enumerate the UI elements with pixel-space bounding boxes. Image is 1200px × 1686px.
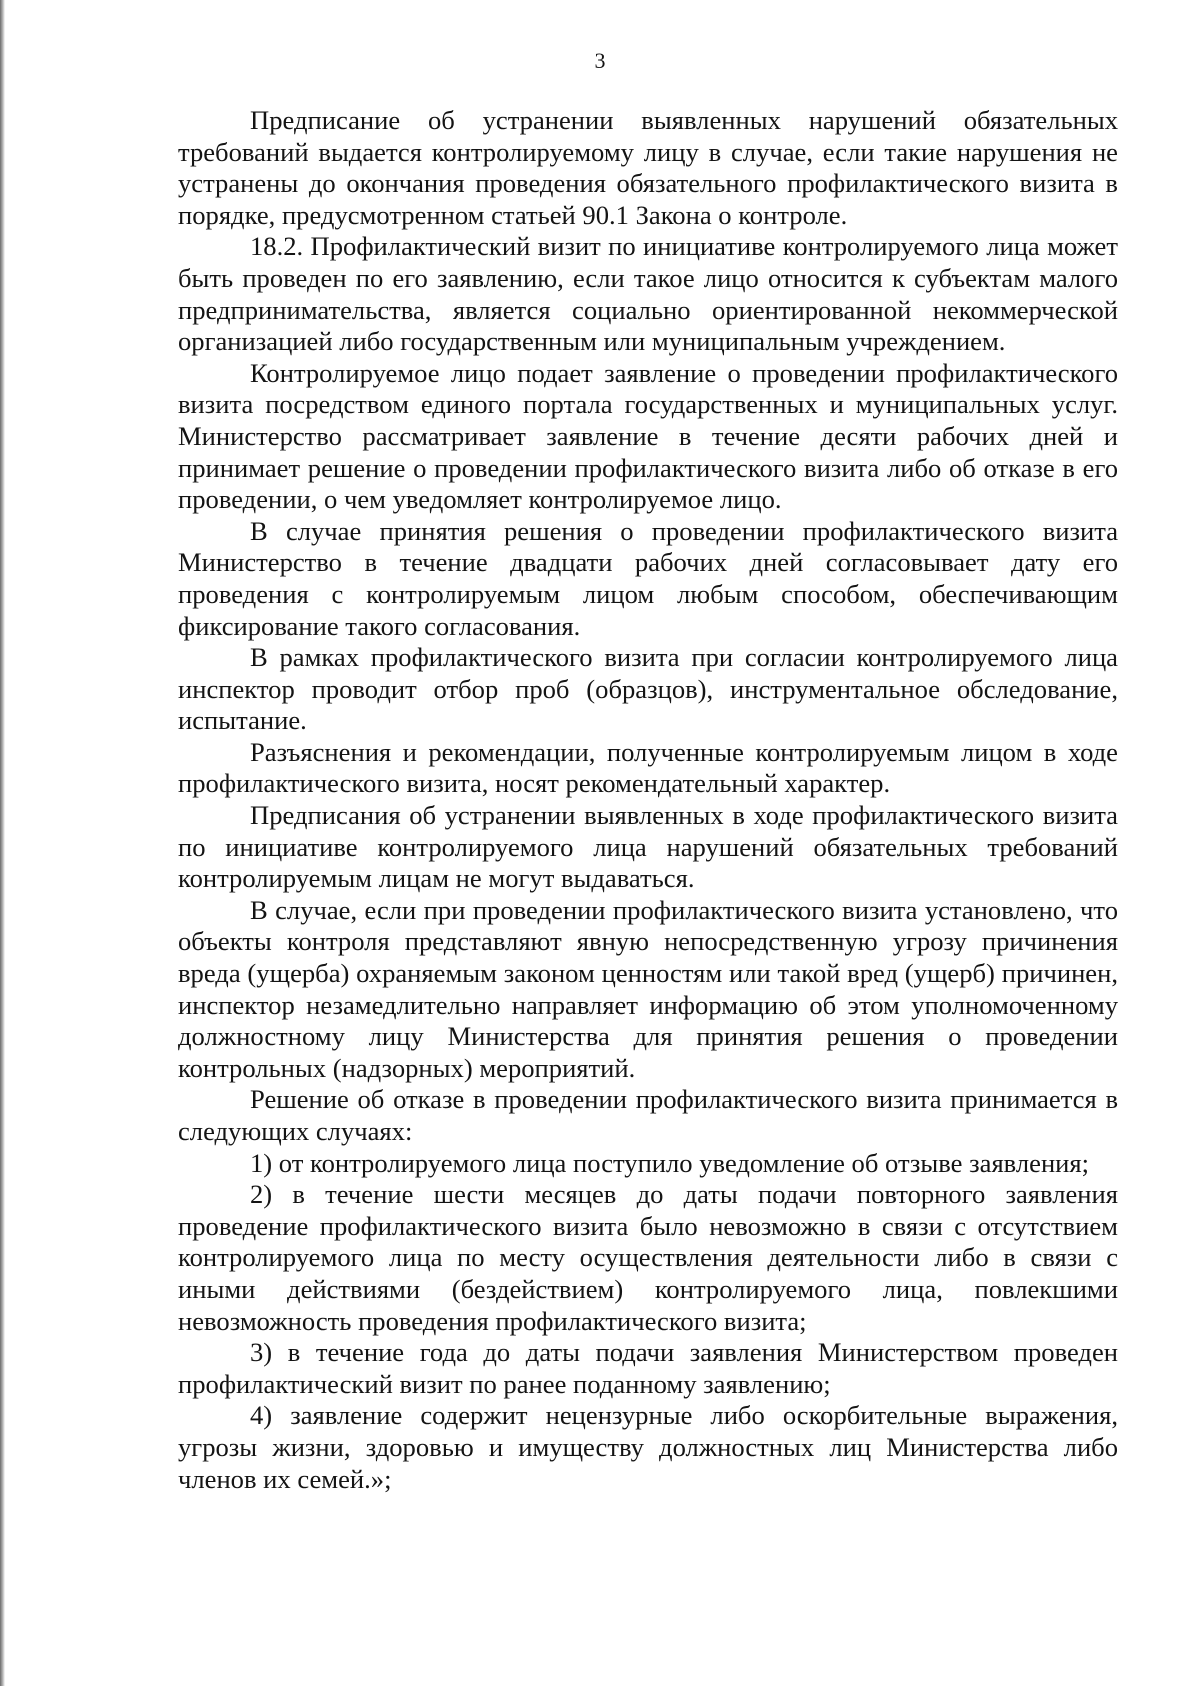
paragraph: 18.2. Профилактический визит по инициативе контролируемого лица может быть проведен по его заявлению, если такое лицо относится к субъектам малого предпринимательства, является социально ориентированной некоммерческой организацией либо государственным или муниципальным учреждением. bbox=[178, 231, 1118, 357]
list-item: 4) заявление содержит нецензурные либо оскорбительные выражения, угрозы жизни, здоровью и имуществу должностных лиц Министерства либо членов их семей.»; bbox=[178, 1400, 1118, 1494]
page-number: 3 bbox=[594, 48, 606, 73]
scan-edge bbox=[0, 0, 5, 1686]
paragraph: Контролируемое лицо подает заявление о проведении профилактического визита посредством единого портала государственных и муниципальных услуг. Министерство рассматривает заявление в течение десяти рабочих дней и принимает решение о проведении профилактического визита либо об отказе в его проведении, о чем уведомляет контролируемое лицо. bbox=[178, 357, 1118, 515]
list-item: 2) в течение шести месяцев до даты подачи повторного заявления проведение профилактического визита было невозможно в связи с отсутствием контролируемого лица по месту осуществления деятельности либо в связи с иными действиями (бездействием) контролируемого лица, повлекшими невозможность проведения профилактического визита; bbox=[178, 1179, 1118, 1336]
body-text bbox=[178, 105, 1118, 1495]
list-item: 3) в течение года до даты подачи заявления Министерством проведен профилактический визит по ранее поданному заявлению; bbox=[178, 1337, 1118, 1399]
paragraph: Разъяснения и рекомендации, полученные контролируемым лицом в ходе профилактического визита, носят рекомендательный характер. bbox=[178, 736, 1118, 799]
list-item: 1) от контролируемого лица поступило уведомление об отзыве заявления; bbox=[250, 1147, 1090, 1178]
paragraph: В случае принятия решения о проведении профилактического визита Министерство в течение двадцати рабочих дней согласовывает дату его проведения с контролируемым лицом любым способом, обеспечивающим фиксирование такого согласования. bbox=[178, 515, 1118, 641]
paragraph: Предписания об устранении выявленных в ходе профилактического визита по инициативе контролируемого лица нарушений обязательных требований контролируемым лицам не могут выдаваться. bbox=[178, 800, 1118, 894]
paragraph: Предписание об устранении выявленных нарушений обязательных требований выдается контролируемому лицу в случае, если такие нарушения не устранены до окончания проведения обязательного профилактического визита в порядке, предусмотренном статьей 90.1 Закона о контроле. bbox=[178, 105, 1118, 230]
paragraph: В рамках профилактического визита при согласии контролируемого лица инспектор проводит отбор проб (образцов), инструментальное обследование, испытание. bbox=[178, 642, 1118, 736]
paragraph: В случае, если при проведении профилактического визита установлено, что объекты контроля представляют явную непосредственную угрозу причинения вреда (ущерба) охраняемым законом ценностям или такой вред (ущерб) причинен, инспектор незамедлительно направляет информацию об этом уполномоченному должностному лицу Министерства для принятия решения о проведении контрольных (надзорных) мероприятий. bbox=[178, 894, 1118, 1083]
paragraph: Решение об отказе в проведении профилактического визита принимается в следующих случаях: bbox=[178, 1084, 1118, 1146]
